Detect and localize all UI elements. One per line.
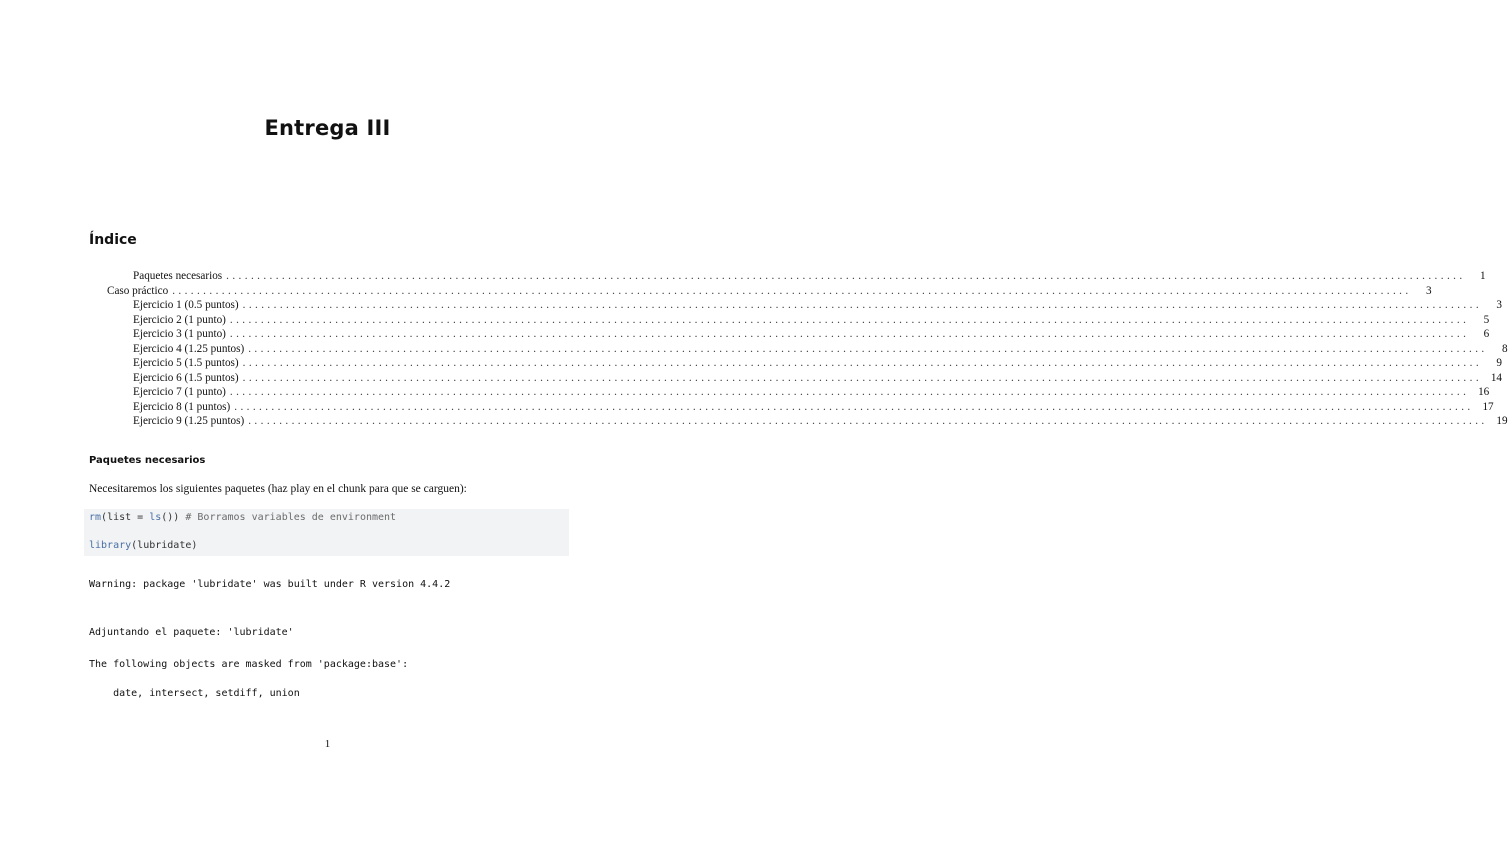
document-title: Entrega III [264,116,391,140]
toc-entry-label: Ejercicio 5 (1.5 puntos) [133,357,239,369]
toc-entry[interactable] [133,357,1503,371]
toc-entry-label: Ejercicio 9 (1.25 puntos) [133,415,245,427]
toc-dot-leader: ........................................................................................................................................................................................................ [234,400,1474,413]
toc-entry[interactable] [133,371,1503,386]
toc-heading: Índice [89,232,137,248]
code-block [84,509,569,556]
toc-dot-leader: ........................................................................................................................................................................................................ [229,386,1470,398]
toc-entry-page: 8 [1502,342,1508,355]
toc-entry[interactable] [133,415,1508,429]
toc-dot-leader: ........................................................................................................................................................................................................ [226,270,1466,282]
toc-entry-label: Paquetes necesarios [133,270,223,282]
page-number: 1 [324,738,331,750]
output-masked-list: date, intersect, setdiff, union [89,688,300,699]
toc-entry-page: 3 [1425,284,1432,297]
toc-dot-leader: ........................................................................................................................................................................................................ [242,299,1483,311]
toc-entry-page: 5 [1483,313,1490,326]
toc-entry-page: 6 [1483,328,1490,340]
code-text: (list = [101,512,150,523]
toc-dot-leader: ........................................................................................................................................................................................................ [248,415,1488,427]
toc-dot-leader: ........................................................................................................................................................................................................ [229,313,1470,326]
code-function: ls [149,512,162,523]
toc-entry[interactable] [133,299,1503,313]
toc-entry-label: Ejercicio 1 (0.5 puntos) [133,299,239,311]
toc-entry[interactable] [133,328,1490,342]
toc-entry[interactable] [107,284,1432,299]
toc-entry-page: 19 [1496,415,1508,427]
toc-entry-label: Ejercicio 3 (1 punto) [133,328,226,340]
toc-entry[interactable] [133,313,1490,328]
toc-entry[interactable] [133,386,1490,400]
code-text: ()) [161,512,186,523]
output-warning: Warning: package 'lubridate' was built under R version 4.4.2 [89,579,451,590]
toc-dot-leader: ........................................................................................................................................................................................................ [248,342,1488,355]
code-function: library [89,540,132,551]
code-text: (lubridate) [131,540,198,551]
output-masked: The following objects are masked from 'package:base': [89,659,409,670]
toc-entry-page: 17 [1482,400,1494,413]
toc-dot-leader: ........................................................................................................................................................................................................ [172,284,1412,297]
section-heading: Paquetes necesarios [89,455,206,466]
code-comment: # Borramos variables de environment [185,512,397,523]
code-line [89,512,396,523]
code-function: rm [89,512,102,523]
intro-paragraph: Necesitaremos los siguientes paquetes (haz play en el chunk para que se carguen): [89,483,467,495]
toc-entry-page: 9 [1496,357,1503,369]
toc-dot-leader: ........................................................................................................................................................................................................ [242,357,1483,369]
code-line [89,540,197,551]
toc-entry[interactable] [133,400,1494,415]
toc-entry-page: 1 [1479,270,1486,282]
output-attaching: Adjuntando el paquete: 'lubridate' [89,627,294,638]
toc-dot-leader: ........................................................................................................................................................................................................ [229,328,1470,340]
toc-entry[interactable] [133,270,1486,284]
toc-entry-label: Ejercicio 7 (1 punto) [133,386,226,398]
toc-entry-label: Caso práctico [107,284,169,297]
toc-entry-page: 14 [1490,371,1503,384]
toc-entry-label: Ejercicio 6 (1.5 puntos) [133,371,239,384]
toc-entry-page: 16 [1478,386,1490,398]
toc-entry[interactable] [133,342,1508,357]
toc-entry-label: Ejercicio 8 (1 puntos) [133,400,231,413]
toc-entry-label: Ejercicio 2 (1 punto) [133,313,226,326]
toc-entry-page: 3 [1496,299,1503,311]
toc-dot-leader: ........................................................................................................................................................................................................ [242,371,1483,384]
toc-entry-label: Ejercicio 4 (1.25 puntos) [133,342,245,355]
